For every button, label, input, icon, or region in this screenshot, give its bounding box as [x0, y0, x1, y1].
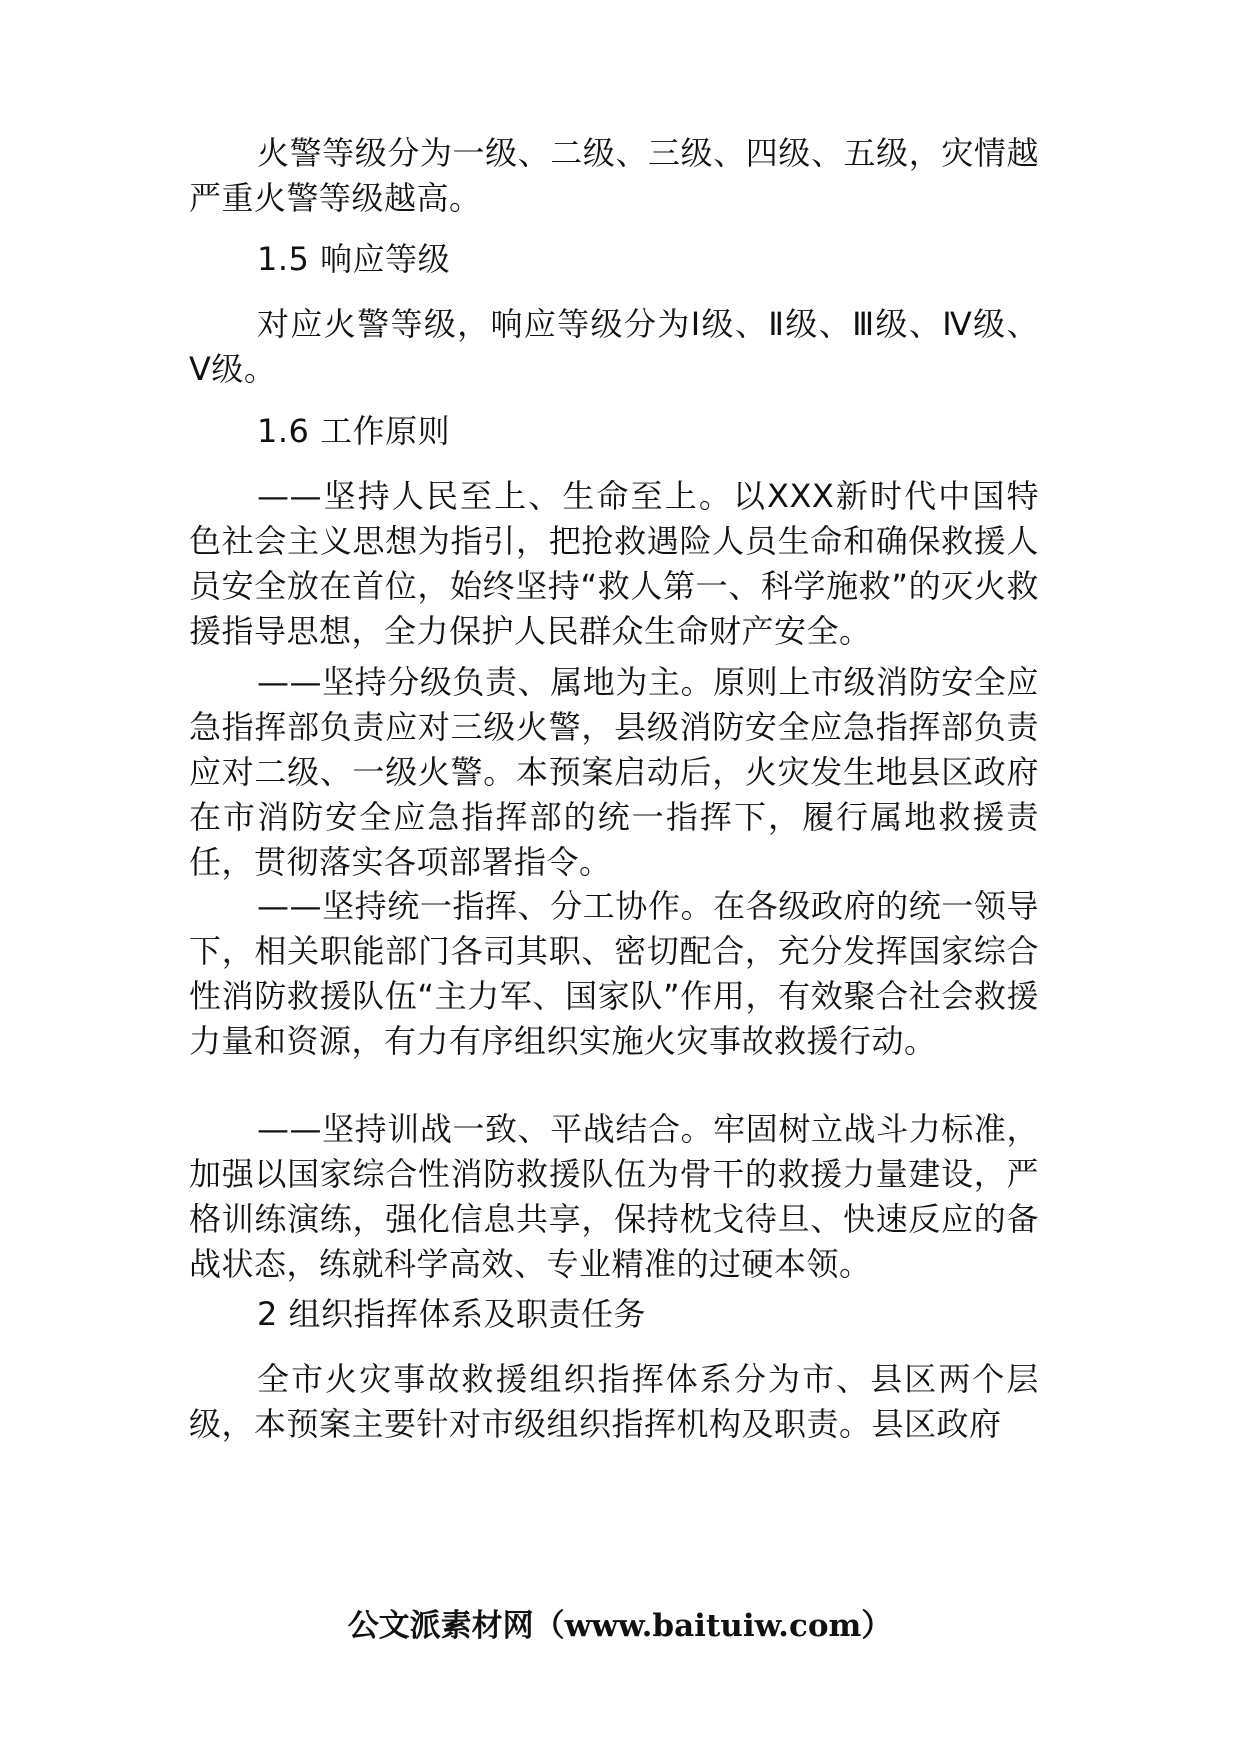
paragraph-principle-graded-responsibility: ——坚持分级负责、属地为主。原则上市级消防安全应急指挥部负责应对三级火警，县级消防安全应急指挥部负责应对二级、一级火警。本预案启动后，火灾发生地县区政府在市消防安全应急指挥部的统一指挥下，履行属地救援责任，贯彻落实各项部署指令。	[189, 663, 1039, 881]
paragraph-principle-unified-command: ——坚持统一指挥、分工协作。在各级政府的统一领导下，相关职能部门各司其职、密切配合，充分发挥国家综合性消防救援队伍“主力军、国家队”作用，有效聚合社会救援力量和资源，有力有序组织实施火灾事故救援行动。	[189, 887, 1039, 1060]
paragraph-principle-people-first: ——坚持人民至上、生命至上。以XXX新时代中国特色社会主义思想为指引，把抢救遇险人员生命和确保救援人员安全放在首位，始终坚持“救人第一、科学施救”的灭火救援指导思想，全力保护人民群众生命财产安全。	[189, 477, 1039, 650]
paragraph-fire-alarm-levels: 火警等级分为一级、二级、三级、四级、五级，灾情越严重火警等级越高。	[189, 134, 1039, 217]
paragraph-command-system: 全市火灾事故救援组织指挥体系分为市、县区两个层级，本预案主要针对市级组织指挥机构及职责。县区政府	[189, 1360, 1039, 1443]
heading-working-principles: 1.6 工作原则	[257, 412, 451, 450]
paragraph-principle-training: ——坚持训战一致、平战结合。牢固树立战斗力标准，加强以国家综合性消防救援队伍为骨干的救援力量建设，严格训练演练，强化信息共享，保持枕戈待旦、快速反应的备战状态，练就科学高效、专业精准的过硬本领。	[189, 1110, 1039, 1283]
heading-organization-command: 2 组织指挥体系及职责任务	[257, 1295, 647, 1333]
heading-response-levels: 1.5 响应等级	[257, 240, 451, 278]
paragraph-response-levels: 对应火警等级，响应等级分为Ⅰ级、Ⅱ级、Ⅲ级、Ⅳ级、Ⅴ级。	[189, 305, 1039, 388]
footer-watermark: 公文派素材网（www.baituiw.com）	[347, 1608, 893, 1644]
